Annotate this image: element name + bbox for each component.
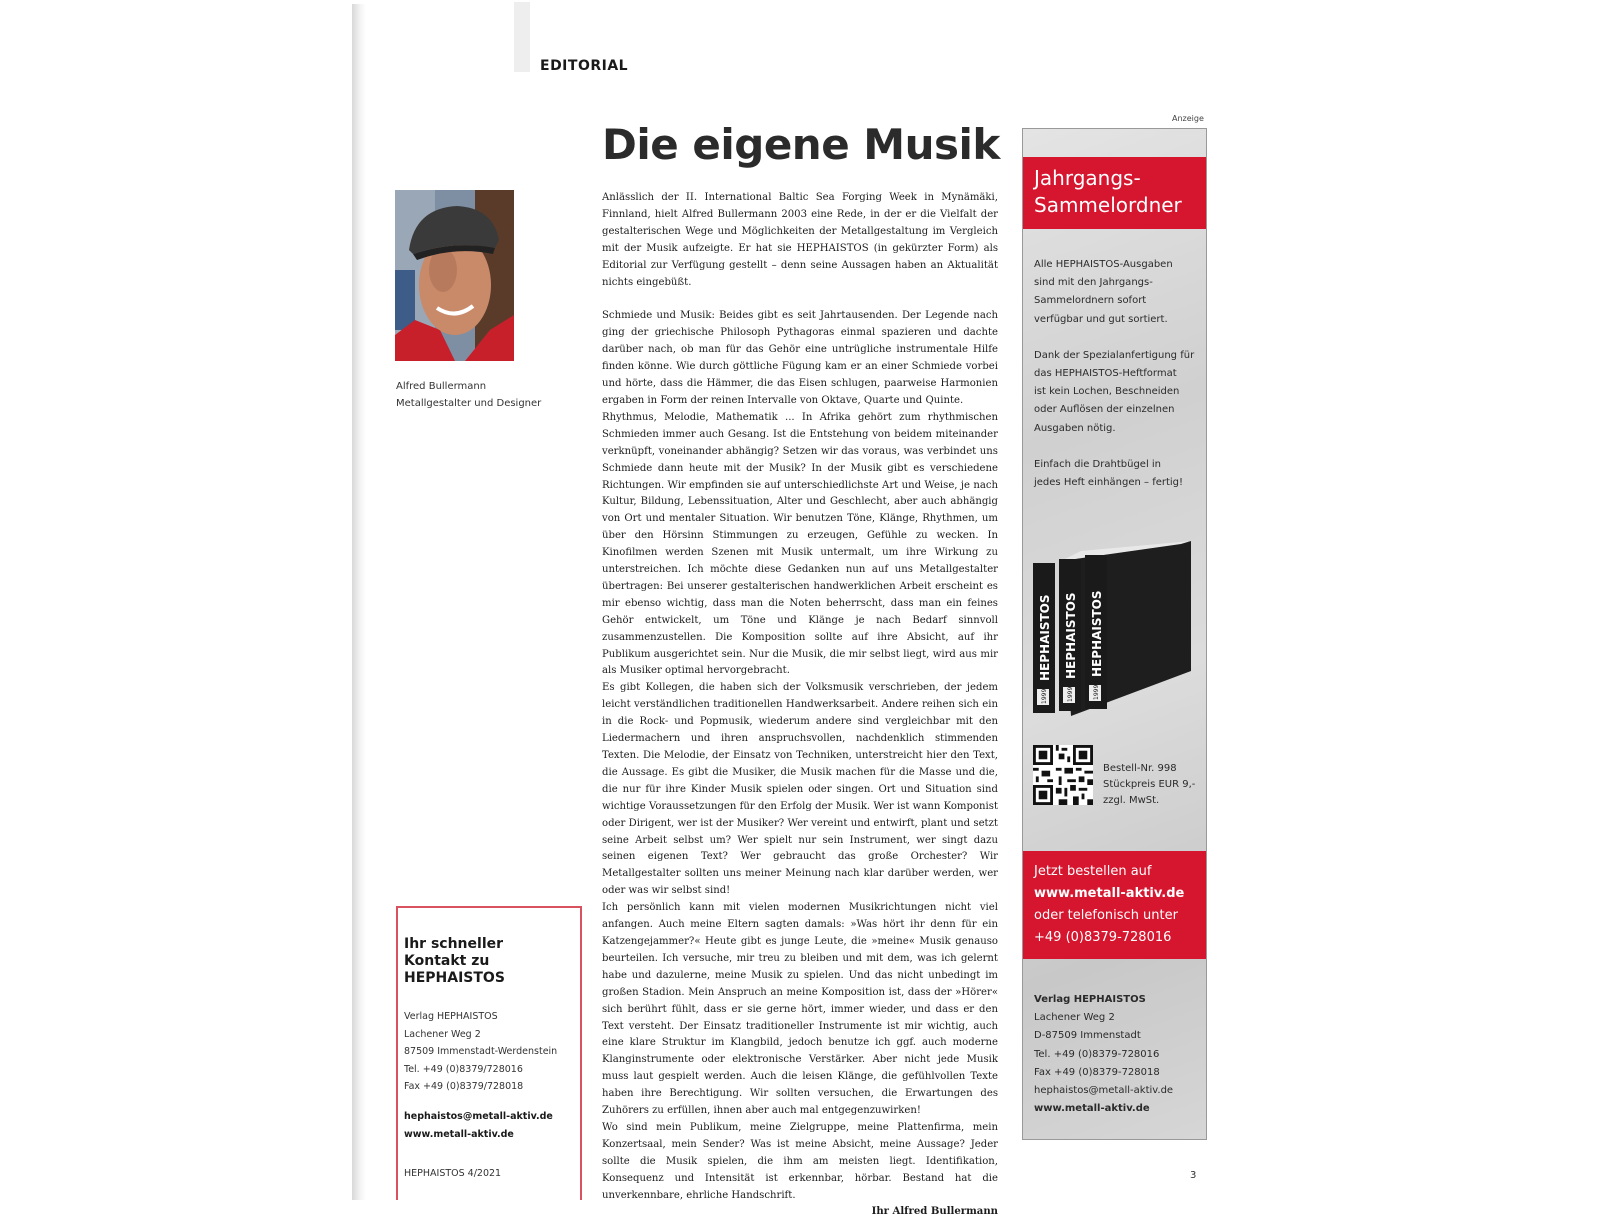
issue-label: HEPHAISTOS 4/2021 bbox=[404, 1168, 502, 1179]
ad-text-line: Dank der Spezialanfertigung für bbox=[1034, 349, 1195, 361]
contact-web bbox=[404, 1108, 553, 1143]
contact-address bbox=[404, 1008, 557, 1096]
ad-text-line: Einfach die Drahtbügel in bbox=[1034, 458, 1162, 470]
cta-website-link[interactable]: www.metall-aktiv.de bbox=[1034, 886, 1185, 901]
ad-website-link[interactable]: www.metall-aktiv.de bbox=[1034, 1103, 1150, 1115]
article-paragraph: Es gibt Kollegen, die haben sich der Volksmusik verschrieben, der jedem leicht verständlichen traditionellen Handwerksarbeit. Andere reihen sich ein in die Rock- und Popmusik, wiederum andere sind vergleichbar mit den Liedermachern und ihren anspruchsvollen, nachdenklich stimmenden Texten. Die Melodie, der Einsatz von Techniken, unterstreicht hier den Text, die Aussage. Es gibt die Musiker, die Musik machen für die Masse und die, die nur für ihre Kinder Musik spielen oder singen. Ort und Situation sind wichtige Voraussetzungen für den Erfolg der Musik. Wer ist wann Komponist oder Dirigent, wer ist der Musiker? Wer vereint und entwirft, plant und setzt seine Arbeit selbst um? Wer spielt nur sein Instrument, wer singt dazu seinen eigenen Text? Wer gebraucht das große Orchester? Wir Metallgestalter sollten uns meiner Meinung nach klar darüber werden, wer oder was wir selbst sind! bbox=[602, 682, 998, 897]
unit-price: Stückpreis EUR 9,- bbox=[1103, 779, 1196, 790]
ad-text-line: das HEPHAISTOS-Heftformat bbox=[1034, 368, 1177, 380]
article-signature: Ihr Alfred Bullermann bbox=[871, 1206, 998, 1218]
ad-call-to-action bbox=[1023, 851, 1206, 959]
ad-text-line: oder Auflösen der einzelnen bbox=[1034, 404, 1175, 416]
contact-box bbox=[396, 906, 582, 1200]
advertisement bbox=[1022, 128, 1207, 1140]
contact-phone: Tel. +49 (0)8379/728016 bbox=[404, 1063, 523, 1075]
contact-publisher: Verlag HEPHAISTOS bbox=[404, 1011, 498, 1022]
order-number: Bestell-Nr. 998 bbox=[1103, 763, 1177, 774]
ad-address bbox=[1034, 991, 1173, 1118]
ad-paragraph bbox=[1034, 256, 1204, 329]
article-paragraph: Rhythmus, Melodie, Mathematik ... In Afrika gehört zum rhythmischen Schmieden immer auch Gesang. Ist die Entstehung von beidem miteinander verknüpft, voneinander abhängig? Setzen wir das voraus, was verbindet uns Schmiede dann heute mit der Musik? In der Musik gibt es verschiedene Richtungen. Wir empfinden sie auf unterschiedlichste Art und Weise, je nach Kultur, Bildung, Lebenssituation, Alter und Geschlecht, aber auch abhängig von Ort und mentaler Situation. Wir benutzen Töne, Klänge, Rhythmen, um über den Hörsinn Stimmungen zu erzeugen, Gefühle zu wecken. In Kinofilmen werden Szenen mit Musik untermalt, um ihre Wirkung zu unterstreichen. Ich möchte diese Gedanken nun auf uns Metallgestalter übertragen: Bei unserer gestalterischen handwerklichen Arbeit erscheint es mir ebenso wichtig, dass man die Noten beherrscht, dass man ein feines Gehör entwickelt, um Töne und Klänge je nach Bedarf sinnvoll zusammenzustellen. Die Komposition sollte auf ihre Absicht, auf ihr Publikum ausgerichtet sein. Nur die Musik, die mir selbst liegt, wird aus mir als Musiker optimal hervorgebracht. bbox=[602, 411, 998, 677]
contact-title-line: Kontakt zu bbox=[404, 953, 490, 969]
article-paragraph: Ich persönlich kann mit vielen modernen Musikrichtungen nicht viel anfangen. Auch meine Eltern sagten damals: »Was hört ihr denn für ein Katzengejammer?« Heute gibt es junge Leute, die »meine« Musik genauso beurteilen. Ich versuche, mir treu zu bleiben und mit dem, was ich gelernt habe und dazulerne, meine Musik zu spielen. Und das nicht unbedingt im großen Stadion. Mein Anspruch an meine Komposition ist, dass der »Hörer« sich berührt fühlt, dass er sie gerne hört, immer wieder, und dass er den Text versteht. Der Einsatz traditioneller Instrumente ist mir wichtig, auch eine klare Struktur im Klangbild, jedoch benutze ich ggf. auch moderne Klanginstrumente oder elektronische Verstärker. Aber nicht jede Musik muss laut gespielt werden. Auch die leisen Klänge, die gefühlvollen Texte haben ihre Berechtigung. Wir sollten versuchen, die Erwartungen des Zuhörers zu erfüllen, ihnen aber auch mal entgegenzuwirken! bbox=[602, 902, 998, 1117]
qr-code-icon[interactable] bbox=[1033, 745, 1093, 805]
binder-spine bbox=[1085, 555, 1107, 709]
vat-note: zzgl. MwSt. bbox=[1103, 795, 1160, 806]
cta-line: oder telefonisch unter bbox=[1034, 908, 1178, 923]
binder-brand-label: HEPHAISTOS bbox=[1090, 590, 1104, 677]
ad-email-link[interactable]: hephaistos@metall-aktiv.de bbox=[1034, 1085, 1174, 1097]
ad-headline-line: Sammelordner bbox=[1034, 193, 1182, 217]
contact-street: Lachener Weg 2 bbox=[404, 1028, 481, 1040]
section-tab-marker bbox=[514, 2, 530, 72]
article-intro: Anlässlich der II. International Baltic Sea Forging Week in Mynämäki, Finnland, hielt Alfred Bullermann 2003 eine Rede, in der er die Vielfalt der gestalterischen Wege und Möglichkeiten der Metallgestaltung im Vergleich mit der Musik aufzeigte. Er hat sie HEPHAISTOS (in gekürzter Form) als Editorial zur Verfügung gestellt – denn seine Aussagen haben an Aktualität nichts eingebüßt. bbox=[602, 192, 998, 288]
author-portrait-image bbox=[395, 190, 514, 361]
ad-fax: Fax +49 (0)8379-728018 bbox=[1034, 1066, 1160, 1078]
page-number: 3 bbox=[1190, 1170, 1197, 1181]
author-name: Alfred Bullermann bbox=[396, 381, 487, 392]
binder-year-label: 1999 bbox=[1067, 686, 1074, 702]
article-paragraph: Wo sind mein Publikum, meine Zielgruppe, meine Plattenfirma, mein Konzertsaal, mein Sender? Was ist meine Absicht, meine Aussage? Jeder sollte die Musik spielen, die ihm am meisten liegt. Identifikation, Konsequenz und Intensität ist erkennbar, hörbar. Bestand hat die unverkennbare, ehrliche Handschrift. bbox=[602, 1121, 998, 1201]
page-spine-shadow bbox=[352, 4, 366, 1200]
section-label: EDITORIAL bbox=[540, 58, 629, 74]
contact-email-link[interactable]: hephaistos@metall-aktiv.de bbox=[404, 1111, 553, 1122]
article-title: Die eigene Musik bbox=[602, 120, 1000, 169]
order-info bbox=[1103, 761, 1195, 809]
ad-text-line: sind mit den Jahrgangs- bbox=[1034, 277, 1153, 289]
ad-text-line: verfügbar und gut sortiert. bbox=[1034, 313, 1168, 325]
ad-street: Lachener Weg 2 bbox=[1034, 1012, 1115, 1024]
contact-website-link[interactable]: www.metall-aktiv.de bbox=[404, 1128, 514, 1140]
ad-text-line: Sammelordnern sofort bbox=[1034, 295, 1147, 307]
contact-title-line: Ihr schneller bbox=[404, 936, 504, 952]
binder-year-label: 1999 bbox=[1093, 684, 1100, 700]
ad-paragraph bbox=[1034, 347, 1204, 438]
binders-product-image bbox=[1031, 541, 1199, 721]
binder-spine bbox=[1033, 563, 1055, 713]
binder-brand-label: HEPHAISTOS bbox=[1064, 592, 1078, 679]
contact-title-line: HEPHAISTOS bbox=[404, 970, 505, 986]
ad-phone: Tel. +49 (0)8379-728016 bbox=[1034, 1048, 1160, 1060]
ad-headline bbox=[1023, 157, 1206, 229]
ad-paragraph bbox=[1034, 456, 1204, 492]
ad-description bbox=[1034, 256, 1204, 510]
binder-year-label: 1999 bbox=[1041, 688, 1048, 704]
ad-publisher: Verlag HEPHAISTOS bbox=[1034, 994, 1146, 1005]
article-paragraph: Schmiede und Musik: Beides gibt es seit Jahrtausenden. Der Legende nach ging der griechische Philosoph Pythagoras einmal spazieren und dachte darüber nach, ob man für das Gehör eine untrügliche instrumentale Hilfe finden könne. Wie durch göttliche Fügung kam er an einer Schmiede vorbei und hörte, dass die Hämmer, die das Eisen schlugen, paarweise Harmonien ergaben in Form der reinen Intervalle von Oktave, Quarte und Quinte. bbox=[602, 310, 998, 406]
contact-fax: Fax +49 (0)8379/728018 bbox=[404, 1081, 524, 1092]
ad-label: Anzeige bbox=[1172, 114, 1204, 123]
author-role: Metallgestalter und Designer bbox=[396, 398, 542, 409]
ad-text-line: Ausgaben nötig. bbox=[1034, 422, 1116, 434]
cta-line: Jetzt bestellen auf bbox=[1034, 864, 1152, 879]
ad-text-line: jedes Heft einhängen – fertig! bbox=[1034, 477, 1184, 489]
binder-brand-label: HEPHAISTOS bbox=[1038, 594, 1052, 681]
article-body bbox=[602, 190, 998, 1221]
cta-phone: +49 (0)8379-728016 bbox=[1034, 930, 1172, 945]
contact-city: 87509 Immenstadt-Werdenstein bbox=[404, 1046, 558, 1057]
author-caption bbox=[396, 378, 541, 412]
ad-text-line: Alle HEPHAISTOS-Ausgaben bbox=[1034, 259, 1173, 270]
contact-title bbox=[404, 936, 505, 987]
ad-text-line: ist kein Lochen, Beschneiden bbox=[1034, 386, 1180, 398]
binder-spine bbox=[1059, 559, 1081, 711]
ad-city: D-87509 Immenstadt bbox=[1034, 1030, 1141, 1042]
author-photo bbox=[395, 190, 514, 361]
ad-headline-line: Jahrgangs- bbox=[1034, 166, 1141, 190]
